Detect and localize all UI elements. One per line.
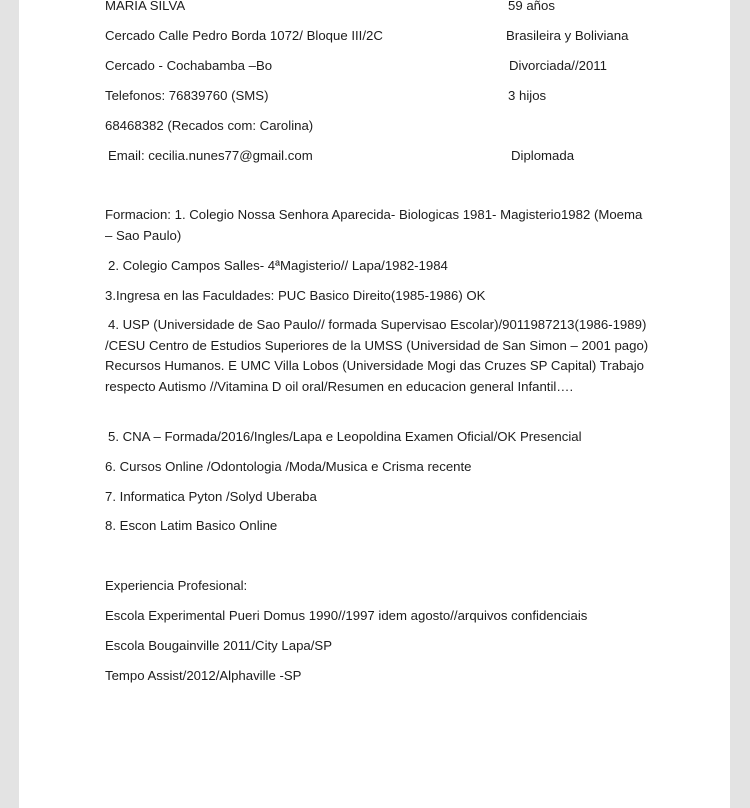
address-city: Cercado - Cochabamba –Bo [105, 58, 273, 73]
formacion-item-3: 3.Ingresa en las Faculdades: PUC Basico Direito(1985-1986) OK [105, 288, 486, 303]
email: Email: cecilia.nunes77@gmail.com [108, 148, 313, 163]
name: MARIA SILVA [105, 0, 186, 13]
formacion-item-6: 6. Cursos Online /Odontologia /Moda/Musica e Crisma recente [105, 459, 472, 474]
experiencia-item-1: Escola Experimental Pueri Domus 1990//1997 idem agosto//arquivos confidenciais [105, 608, 588, 623]
age: 59 años [508, 0, 555, 13]
formacion-item-4: 4. USP (Universidade de Sao Paulo// formada Supervisao Escolar)/9011987213(1986-1989) /CESU Centro de Estudios Superiores de la UMSS (Universidad de San Simon – 2001 pago) Recursos Humanos. E UMC Villa Lobos (Universidade Mogi das Cruzes SP Capital) Trabajo respecto Autismo //Vitamina D oil oral/Resumen en educacion general Infantil…. [105, 317, 649, 394]
formacion-item-2: 2. Colegio Campos Salles- 4ªMagisterio// Lapa/1982-1984 [108, 258, 448, 273]
formacion-item-7: 7. Informatica Pyton /Solyd Uberaba [105, 489, 317, 504]
formacion-item-5: 5. CNA – Formada/2016/Ingles/Lapa e Leopoldina Examen Oficial/OK Presencial [108, 429, 582, 444]
education-level: Diplomada [511, 148, 575, 163]
experiencia-title: Experiencia Profesional: [105, 578, 248, 593]
experiencia-item-2: Escola Bougainville 2011/City Lapa/SP [105, 638, 333, 653]
nationality: Brasileira y Boliviana [506, 28, 629, 43]
marital-status: Divorciada//2011 [509, 58, 607, 73]
experiencia-item-3: Tempo Assist/2012/Alphaville -SP [105, 668, 302, 683]
phone-messages: 68468382 (Recados com: Carolina) [105, 118, 314, 133]
formacion-item-8: 8. Escon Latim Basico Online [105, 518, 278, 533]
phone: Telefonos: 76839760 (SMS) [105, 88, 269, 103]
children: 3 hijos [508, 88, 547, 103]
formacion-item-1: Formacion: 1. Colegio Nossa Senhora Aparecida- Biologicas 1981- Magisterio1982 (Moema – Sao Paulo) [105, 207, 643, 243]
address-street: Cercado Calle Pedro Borda 1072/ Bloque III/2C [105, 28, 383, 43]
